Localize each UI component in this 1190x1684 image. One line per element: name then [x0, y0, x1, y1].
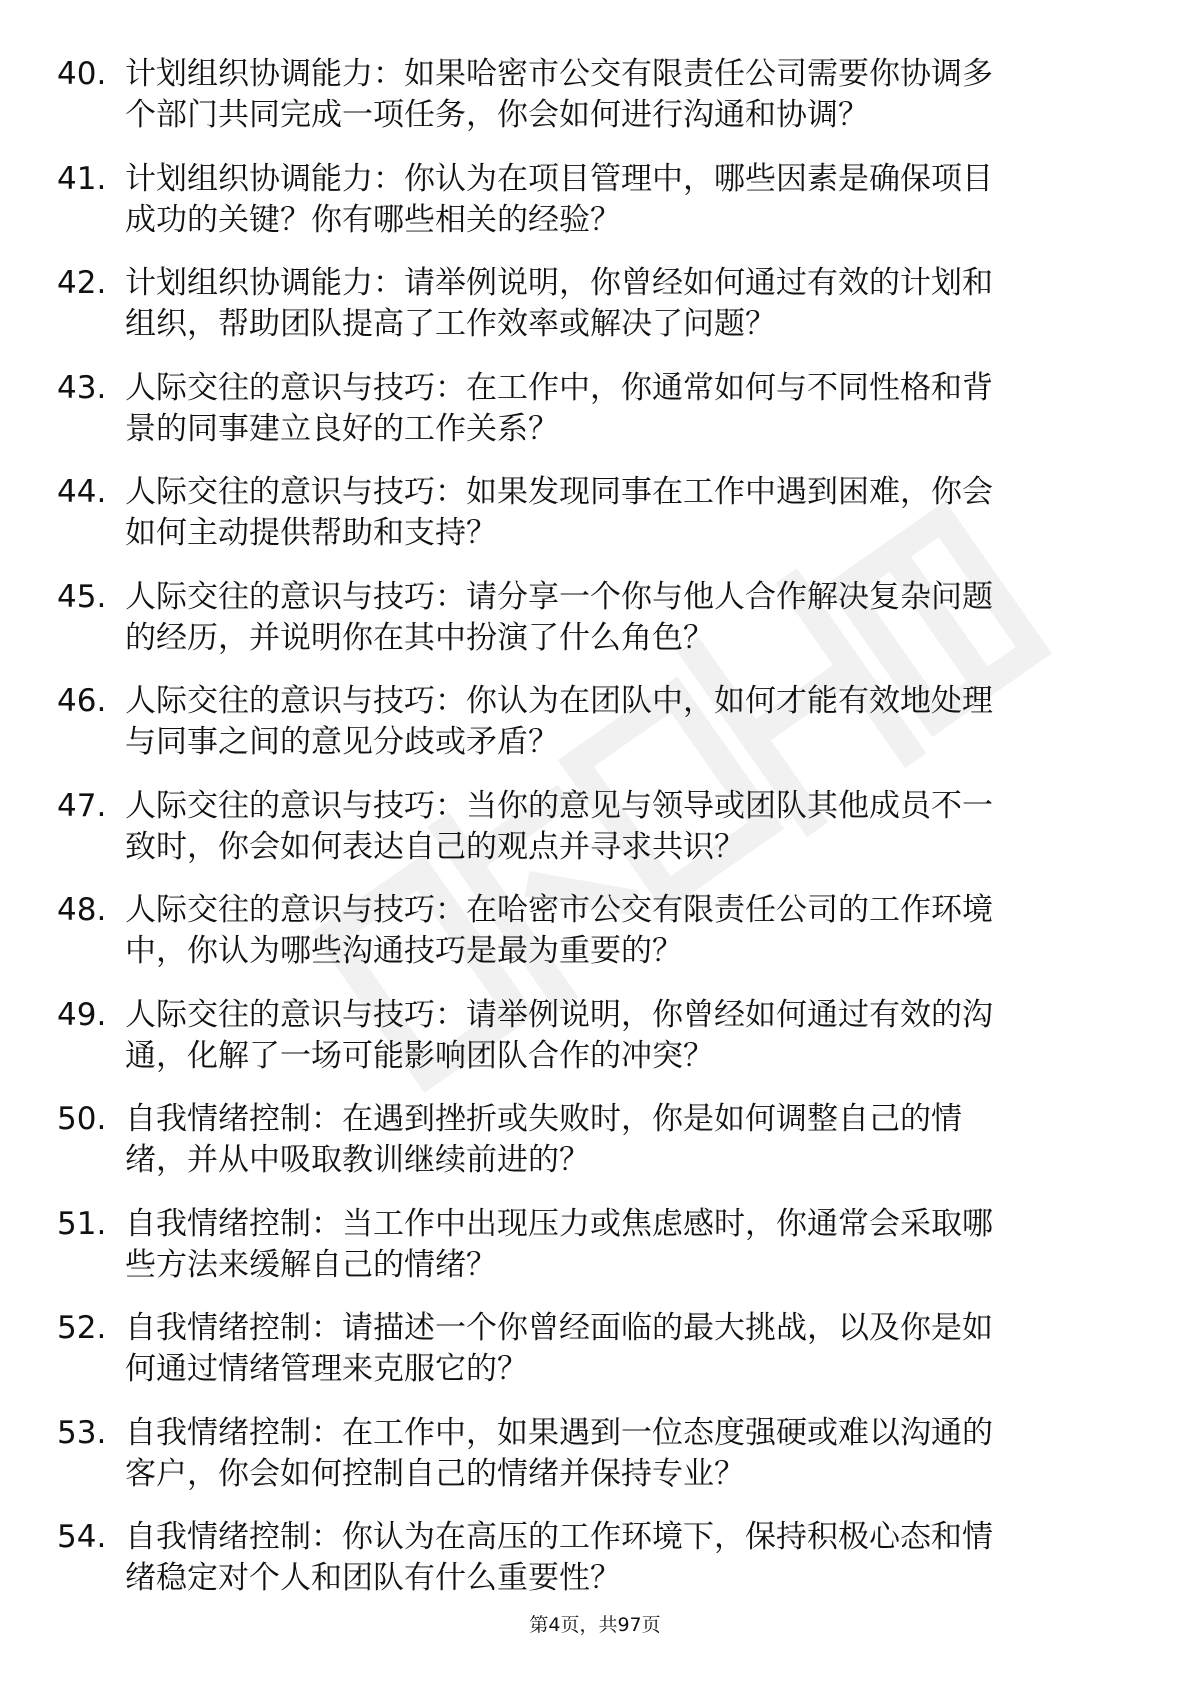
question-text-line-1: 自我情绪控制：在遇到挫折或失败时，你是如何调整自己的情 — [125, 1101, 962, 1137]
question-number: 51. — [57, 1205, 107, 1242]
question-text-line-2: 何通过情绪管理来克服它的？ — [125, 1351, 528, 1387]
question-text-line-2: 客户，你会如何控制自己的情绪并保持专业？ — [125, 1455, 745, 1492]
question-item — [52, 1204, 1112, 1286]
question-text-line-2: 成功的关键？你有哪些相关的经验？ — [125, 201, 621, 238]
question-number: 40. — [57, 56, 107, 92]
question-number: 53. — [57, 1414, 107, 1451]
question-text-line-1: 自我情绪控制：当工作中出现压力或焦虑感时，你通常会采取哪 — [125, 1205, 993, 1242]
question-item — [52, 1308, 1112, 1390]
question-number: 42. — [57, 265, 107, 301]
question-text-line-2: 如何主动提供帮助和支持？ — [125, 515, 497, 551]
question-item — [52, 1099, 1112, 1181]
question-text-line-1: 人际交往的意识与技巧：请举例说明，你曾经如何通过有效的沟 — [125, 996, 993, 1033]
question-number: 46. — [57, 683, 107, 719]
question-number: 52. — [57, 1310, 107, 1346]
question-item — [52, 368, 1112, 450]
question-text-line-2: 的经历，并说明你在其中扮演了什么角色？ — [125, 619, 714, 656]
question-text-line-2: 绪，并从中吸取教训继续前进的？ — [125, 1142, 590, 1178]
question-number: 54. — [57, 1519, 107, 1555]
question-number: 48. — [57, 892, 107, 928]
question-item — [52, 54, 1112, 136]
question-item — [52, 995, 1112, 1077]
question-text-line-1: 计划组织协调能力：你认为在项目管理中，哪些因素是确保项目 — [125, 160, 993, 197]
question-text-line-2: 通，化解了一场可能影响团队合作的冲突？ — [125, 1037, 714, 1074]
question-text-line-2: 与同事之间的意见分歧或矛盾？ — [125, 724, 559, 760]
question-item — [52, 1517, 1112, 1599]
question-text-line-2: 些方法来缓解自己的情绪？ — [125, 1246, 497, 1283]
page-footer: 第4页，共97页 — [529, 1614, 661, 1636]
question-text-line-2: 组织，帮助团队提高了工作效率或解决了问题？ — [125, 306, 776, 342]
question-text-line-2: 景的同事建立良好的工作关系？ — [125, 410, 559, 447]
question-number: 44. — [57, 474, 107, 510]
question-text-line-1: 人际交往的意识与技巧：如果发现同事在工作中遇到困难，你会 — [125, 474, 993, 510]
question-number: 50. — [57, 1101, 107, 1137]
question-text-line-1: 计划组织协调能力：请举例说明，你曾经如何通过有效的计划和 — [125, 265, 993, 301]
question-number: 47. — [57, 787, 107, 824]
question-item — [52, 890, 1112, 972]
question-text-line-1: 计划组织协调能力：如果哈密市公交有限责任公司需要你协调多 — [125, 56, 993, 92]
question-number: 41. — [57, 160, 107, 197]
question-number: 49. — [57, 996, 107, 1033]
question-text-line-2: 个部门共同完成一项任务，你会如何进行沟通和协调？ — [125, 97, 869, 133]
question-text-line-1: 人际交往的意识与技巧：在哈密市公交有限责任公司的工作环境 — [125, 892, 993, 928]
question-item — [52, 786, 1112, 868]
question-text-line-1: 人际交往的意识与技巧：在工作中，你通常如何与不同性格和背 — [125, 369, 993, 406]
question-number: 43. — [57, 369, 107, 406]
question-list — [52, 54, 1112, 1622]
question-text-line-2: 致时，你会如何表达自己的观点并寻求共识？ — [125, 828, 745, 865]
question-item — [52, 1413, 1112, 1495]
question-text-line-1: 自我情绪控制：请描述一个你曾经面临的最大挑战，以及你是如 — [125, 1310, 993, 1346]
question-item — [52, 681, 1112, 763]
question-text-line-1: 人际交往的意识与技巧：请分享一个你与他人合作解决复杂问题 — [125, 578, 993, 615]
question-text-line-1: 人际交往的意识与技巧：当你的意见与领导或团队其他成员不一 — [125, 787, 993, 824]
question-text-line-1: 自我情绪控制：在工作中，如果遇到一位态度强硬或难以沟通的 — [125, 1414, 993, 1451]
question-number: 45. — [57, 578, 107, 615]
question-text-line-2: 绪稳定对个人和团队有什么重要性？ — [125, 1560, 621, 1596]
question-text-line-1: 自我情绪控制：你认为在高压的工作环境下，保持积极心态和情 — [125, 1519, 993, 1555]
question-item — [52, 577, 1112, 659]
question-item — [52, 263, 1112, 345]
question-item — [52, 159, 1112, 241]
question-text-line-2: 中，你认为哪些沟通技巧是最为重要的？ — [125, 933, 683, 969]
question-item — [52, 472, 1112, 554]
question-text-line-1: 人际交往的意识与技巧：你认为在团队中，如何才能有效地处理 — [125, 683, 993, 719]
